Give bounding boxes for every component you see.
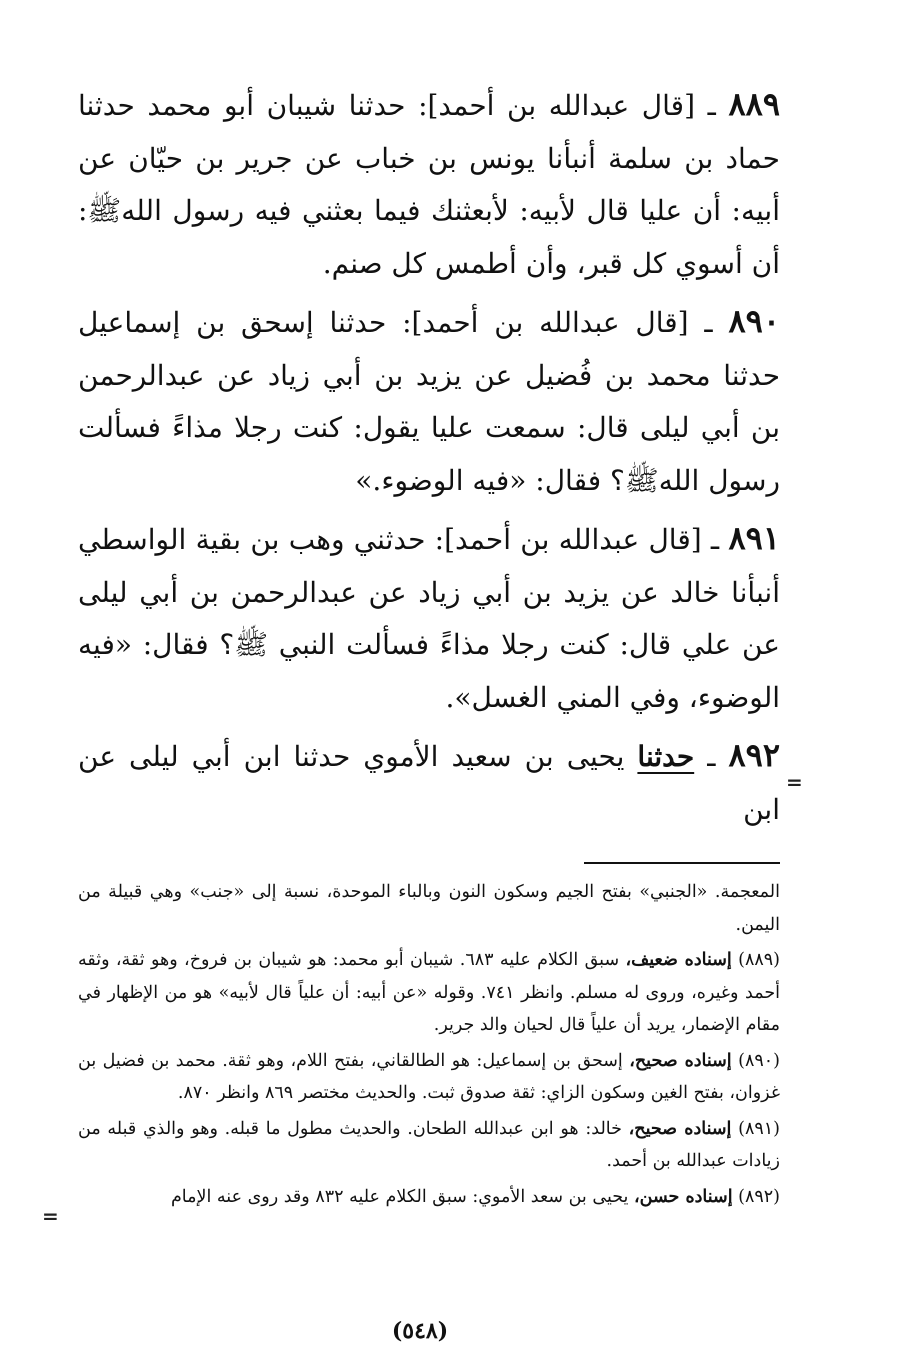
footnote-890: [78, 1045, 780, 1110]
hadith-text: [قال عبدالله بن أحمد]: حدثنا شيبان أبو محمد حدثنا حماد بن سلمة أنبأنا يونس بن خباب عن جرير بن حيّان عن أبيه: أن عليا قال لأبيه: لأبعثنك فيما بعثني فيه رسول اللهﷺ: أن أسوي كل قبر، وأن أطمس كل صنم.: [78, 89, 780, 280]
footnote-continued: المعجمة. «الجنبي» بفتح الجيم وسكون النون وبالباء الموحدة، نسبة إلى «جنب» وهي قبيلة من اليمن.: [78, 882, 780, 935]
hadith-889: [78, 78, 780, 290]
footnote-text: يحيى بن سعد الأموي: سبق الكلام عليه ٨٣٢ وقد روى عنه الإمام: [170, 1186, 634, 1207]
footnote-ref: (٨٩١): [738, 1118, 780, 1139]
hadith-number: ٨٩٠: [728, 302, 780, 340]
hadith-892: [78, 729, 780, 836]
hadith-dash: ـ: [694, 740, 729, 773]
hadith-number: ٨٩٢: [728, 736, 780, 774]
hadith-891: [78, 512, 780, 724]
hadith-number: ٨٨٩: [728, 85, 780, 123]
page-number: (٥٤٨): [391, 1318, 449, 1344]
continuation-mark: =: [786, 770, 803, 794]
hadith-890: [78, 295, 780, 507]
hadith-text: [قال عبدالله بن أحمد]: حدثني وهب بن بقية الواسطي أنبأنا خالد عن يزيد بن أبي زياد عن عبدالرحمن بن أبي ليلى عن علي قال: كنت رجلا مذاءً فسألت النبي ﷺ؟ فقال: «فيه الوضوء، وفي المني الغسل».: [78, 523, 780, 714]
footnote-891: [78, 1113, 780, 1178]
footnotes: [78, 876, 780, 1213]
hadith-text: يحيى بن سعيد الأموي حدثنا ابن أبي ليلى عن ابن: [78, 740, 780, 826]
hadith-dash: ـ: [701, 523, 729, 556]
footnote-grade: إسناده حسن،: [633, 1186, 733, 1207]
footnote-text: سبق الكلام عليه ٦٨٣. شيبان أبو محمد: هو شيبان بن فروخ، وهو ثقة، وثقه أحمد وغيره، وروى له مسلم. وانظر ٧٤١. وقوله «عن أبيه: أن علياً قال لأبيه» هو من الإظهار في مقام الإضمار، يريد أن علياً قال لحيان والد جرير.: [78, 950, 780, 1035]
footnote-text: إسحق بن إسماعيل: هو الطالقاني، بفتح اللام، وهو ثقة. محمد بن فضيل بن غزوان، بفتح الغين وسكون الزاي: ثقة صدوق ثبت. والحديث مختصر ٨٦٩ وانظر ٨٧٠.: [78, 1050, 780, 1103]
footnote-grade: إسناده صحيح،: [629, 1050, 732, 1071]
footnote-892: [78, 1181, 780, 1214]
hadith-lead: حدثنا: [637, 740, 695, 773]
footnote-separator-wrap: [78, 862, 780, 864]
footnote-separator: [584, 862, 780, 864]
footnote-text: خالد: هو ابن عبدالله الطحان. والحديث مطول ما قبله. وهو والذي قبله من زيادات عبدالله بن أحمد.: [78, 1118, 780, 1171]
footnote-grade: إسناده صحيح،: [628, 1118, 732, 1139]
hadith-dash: ـ: [695, 89, 729, 122]
footnote-ref: (٨٨٩): [738, 950, 780, 970]
footnote-889: [78, 944, 780, 1042]
trailing-continuation-mark: =: [42, 1204, 59, 1228]
footnote-ref: (٨٩٢): [738, 1186, 780, 1207]
main-text: [78, 78, 780, 836]
hadith-dash: ـ: [688, 306, 729, 339]
footnote-ref: (٨٩٠): [738, 1050, 780, 1071]
hadith-text: [قال عبدالله بن أحمد]: حدثنا إسحق بن إسماعيل حدثنا محمد بن فُضيل عن يزيد بن أبي زياد عن عبدالرحمن بن أبي ليلى قال: سمعت عليا يقول: كنت رجلا مذاءً فسألت رسول اللهﷺ؟ فقال: «فيه الوضوء.»: [78, 306, 780, 497]
hadith-number: ٨٩١: [728, 519, 780, 557]
footnote-grade: إسناده ضعيف،: [625, 950, 732, 970]
